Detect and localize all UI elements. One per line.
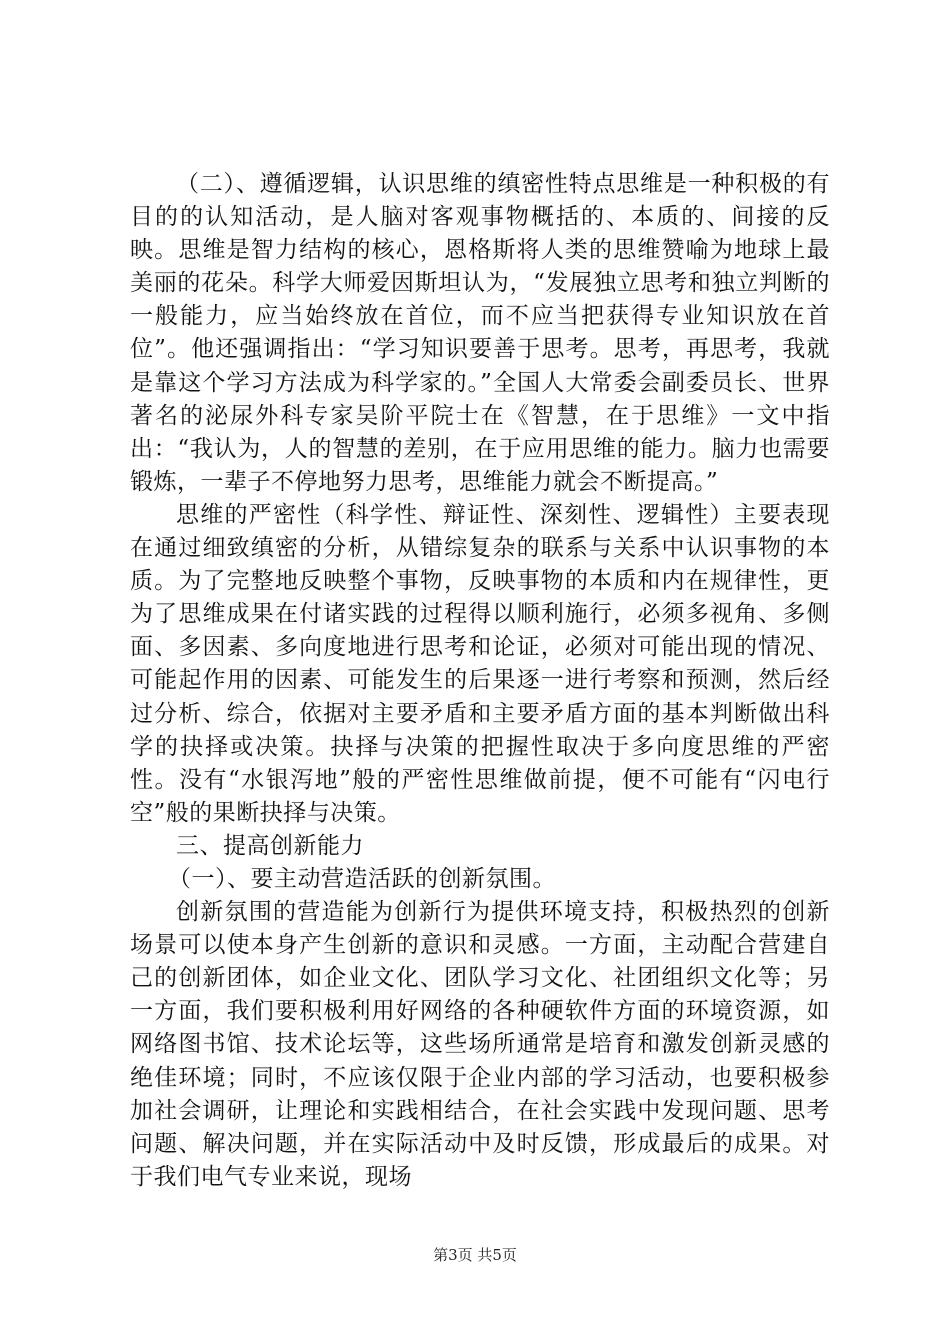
paragraph-rigor-description: 思维的严密性（科学性、辩证性、深刻性、逻辑性）主要表现在通过细致缜密的分析，从错综复杂的联系与关系中认识事物的本质。为了完整地反映整个事物，反映事物的本质和内在规律性，更为了思维成果在付诸实践的过程得以顺利施行，必须多视角、多侧面、多因素、多向度地进行思考和论证，必须对可能出现的情况、可能起作用的因素、可能发生的后果逐一进行考察和预测，然后经过分析、综合，依据对主要矛盾和主要矛盾方面的基本判断做出科学的抉择或决策。抉择与决策的把握性取决于多向度思维的严密性。没有“水银泻地”般的严密性思维做前提，便不可能有“闪电行空”般的果断抉择与决策。 (130, 501, 830, 826)
subsection-heading-atmosphere: （一）、要主动营造活跃的创新氛围。 (168, 865, 556, 892)
document-body (130, 168, 830, 1194)
section-heading-innovation: 三、提高创新能力 (176, 832, 364, 859)
page-number-footer: 第3页 共5页 (433, 1246, 517, 1264)
paragraph-thinking-rigor: （二）、遵循逻辑，认识思维的缜密性特点思维是一种积极的有目的的认知活动，是人脑对客观事物概括的、本质的、间接的反映。思维是智力结构的核心，恩格斯将人类的思维赞喻为地球上最美丽的花朵。科学大师爱因斯坦认为，“发展独立思考和独立判断的一般能力，应当始终放在首位，而不应当把获得专业知识放在首位”。他还强调指出：“学习知识要善于思考。思考，再思考，我就是靠这个学习方法成为科学家的。”全国人大常委会副委员长、世界著名的泌尿外科专家吴阶平院士在《智慧，在于思维》一文中指出：“我认为，人的智慧的差别，在于应用思维的能力。脑力也需要锻炼，一辈子不停地努力思考，思维能力就会不断提高。” (130, 171, 830, 495)
paragraph-innovation-atmosphere: 创新氛围的营造能为创新行为提供环境支持，积极热烈的创新场景可以使本身产生创新的意识和灵感。一方面，主动配合营建自己的创新团体，如企业文化、团队学习文化、社团组织文化等；另一方面，我们要积极利用好网络的各种硬软件方面的环境资源，如网络图书馆、技术论坛等，这些场所通常是培育和激发创新灵感的绝佳环境；同时，不应该仅限于企业内部的学习活动，也要积极参加社会调研，让理论和实践相结合，在社会实践中发现问题、思考问题、解决问题，并在实际活动中及时反馈，形成最后的成果。对于我们电气专业来说，现场 (130, 899, 830, 1190)
